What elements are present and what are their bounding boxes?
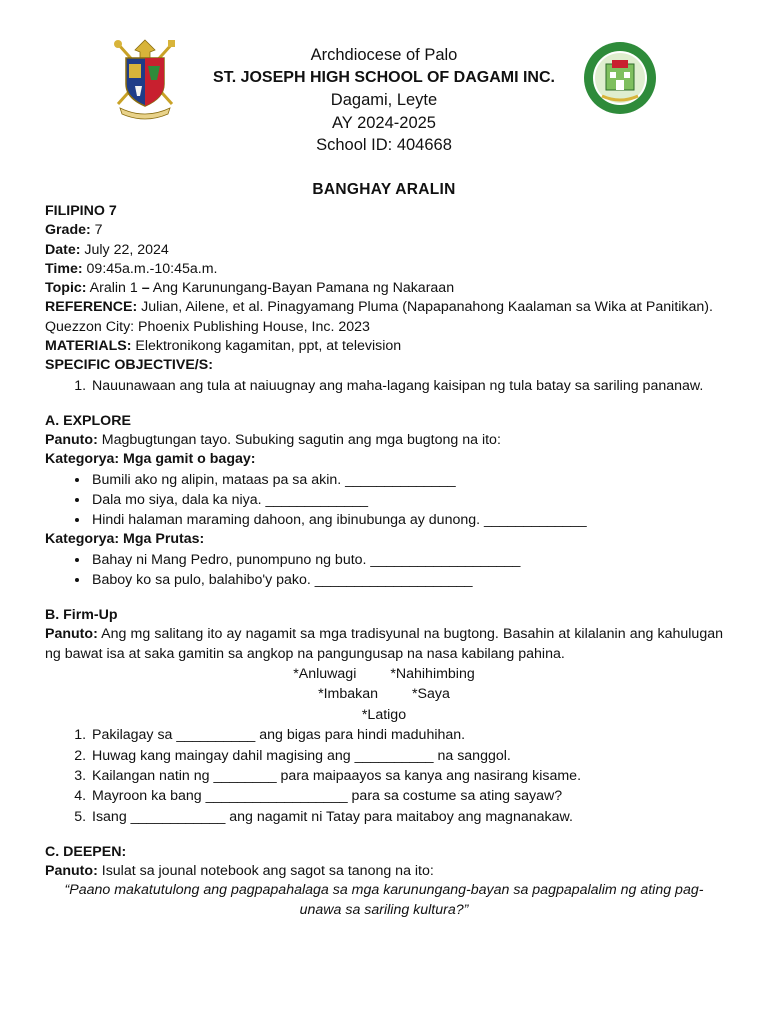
word-bank-item: *Latigo	[361, 706, 407, 723]
explore-panuto-text: Magbugtungan tayo. Subuking sagutin ang mga bugtong na ito:	[97, 431, 501, 448]
list-item: • Baboy ko sa pulo, balahibo'y pako. ____________________	[90, 570, 723, 590]
school-id: School ID: 404668	[316, 136, 452, 154]
page-title: BANGHAY ARALIN	[312, 181, 456, 198]
deepen-panuto-label: Panuto:	[45, 862, 98, 879]
firmup-panuto-text: Ang mg salitang ito ay nagamit sa mga tradisyunal na bugtong. Basahin at kilalanin ang kahulugan ng bawat isa at saka gamitin sa angkop na pangungusap na nasa kabilang pahina.	[45, 626, 723, 662]
word-bank-item: *Saya	[412, 686, 450, 703]
word-bank-row	[45, 664, 723, 685]
academic-year: AY 2024-2025	[332, 113, 436, 132]
materials-value: Elektronikong kagamitan, ppt, at television	[131, 338, 402, 355]
firmup-heading: B. Firm-Up	[45, 607, 118, 624]
list-item: 4. Mayroon ka bang __________________ para sa costume sa ating sayaw?	[90, 786, 723, 806]
objectives-heading: SPECIFIC OBJECTIVE/S:	[45, 357, 213, 374]
list-item: • Bumili ako ng alipin, mataas pa sa akin. ______________	[90, 470, 723, 490]
grade-line	[45, 221, 723, 240]
materials-line	[45, 337, 723, 356]
school-name: ST. JOSEPH HIGH SCHOOL OF DAGAMI INC.	[213, 68, 555, 86]
list-item: • Hindi halaman maraming dahoon, ang ibinubunga ay dunong. _____________	[90, 510, 723, 530]
riddle-list-prutas	[90, 550, 723, 591]
deepen-panuto-text: Isulat sa jounal notebook ang sagot sa tanong na ito:	[97, 862, 434, 879]
firmup-panuto	[45, 625, 723, 664]
explore-panuto-label: Panuto:	[45, 431, 98, 448]
list-item: 5. Isang ____________ ang nagamit ni Tatay para maitaboy ang magnanakaw.	[90, 807, 723, 827]
firmup-panuto-label: Panuto:	[45, 626, 98, 643]
date-label: Date:	[45, 241, 81, 258]
date-value: July 22, 2024	[80, 241, 169, 258]
deepen-panuto	[45, 862, 723, 881]
word-bank-row	[45, 705, 723, 726]
topic-value: Aralin 1	[86, 280, 142, 297]
grade-label: Grade:	[45, 222, 91, 239]
topic-rest: Ang Karunungang-Bayan Pamana ng Nakaraan	[149, 280, 455, 297]
materials-label: MATERIALS:	[45, 338, 132, 355]
list-item: • Dala mo siya, dala ka niya. _____________	[90, 490, 723, 510]
archdiocese-line: Archdiocese of Palo	[310, 46, 458, 64]
list-item: • Bahay ni Mang Pedro, punompuno ng buto. ___________________	[90, 550, 723, 570]
explore-heading: A. EXPLORE	[45, 412, 131, 429]
list-item: 3. Kailangan natin ng ________ para maipaayos sa kanya ang nasirang kisame.	[90, 766, 723, 786]
word-bank-item: *Imbakan	[318, 686, 379, 703]
objectives-list	[90, 376, 723, 396]
riddle-list-gamit	[90, 470, 723, 531]
grade-value: 7	[90, 222, 103, 239]
time-label: Time:	[45, 260, 83, 277]
reference-value: Julian, Ailene, et al. Pinagyamang Pluma (Napapanahong Kaalaman sa Wika at Panitikan). Quezzon City: Phoenix Publishing House, Inc. 2023	[45, 299, 713, 335]
explore-panuto	[45, 431, 723, 450]
list-item: 2. Huwag kang maingay dahil magising ang __________ na sanggol.	[90, 746, 723, 766]
time-line	[45, 260, 723, 279]
topic-dash: –	[141, 280, 150, 297]
date-line	[45, 241, 723, 260]
deepen-heading: C. DEEPEN:	[45, 843, 127, 860]
lesson-plan-body	[45, 202, 723, 920]
time-value: 09:45a.m.-10:45a.m.	[82, 260, 218, 277]
category-gamit-heading: Kategorya: Mga gamit o bagay:	[45, 451, 256, 468]
deepen-question: “Paano makatutulong ang pagpapahalaga sa mga karunungang-bayan sa pagpapalalim ng ating pag-unawa sa sariling kultura?”	[64, 882, 704, 918]
topic-line	[45, 279, 723, 298]
list-item: 1. Pakilagay sa __________ ang bigas para hindi maduhihan.	[90, 725, 723, 745]
school-seal-icon	[582, 40, 658, 116]
topic-label: Topic:	[45, 280, 87, 297]
reference-line	[45, 298, 723, 337]
word-bank-item: *Anluwagi	[293, 665, 357, 682]
reference-label: REFERENCE:	[45, 299, 138, 316]
location-line: Dagami, Leyte	[330, 91, 438, 109]
subject-line: FILIPINO 7	[45, 203, 117, 219]
fill-in-list	[90, 725, 723, 826]
word-bank-row	[45, 684, 723, 705]
category-prutas-heading: Kategorya: Mga Prutas:	[45, 531, 205, 548]
word-bank-item: *Nahihimbing	[390, 665, 475, 682]
objective-item: 1. Nauunawaan ang tula at naiuugnay ang maha-lagang kaisipan ng tula batay sa sariling pananaw.	[90, 376, 723, 396]
